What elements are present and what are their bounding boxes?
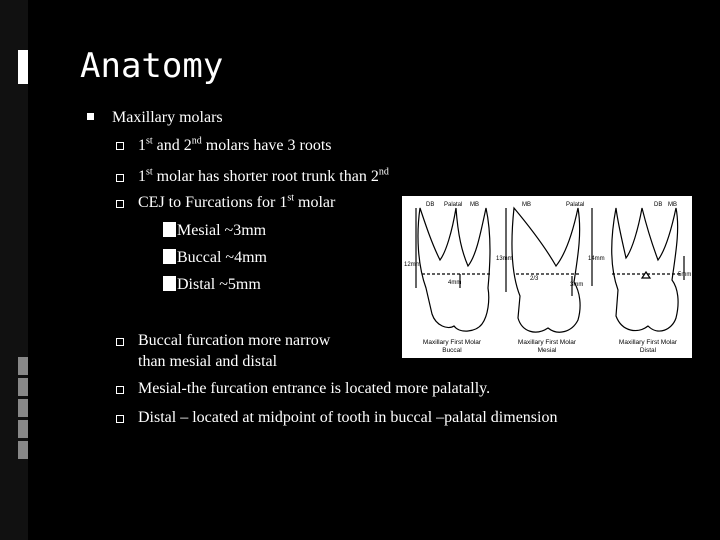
accent-bar	[18, 399, 28, 417]
sub-bullet-buccal-furcation: Buccal furcation more narrow	[138, 332, 331, 349]
sub-bullet-cej-furcations: CEJ to Furcations for 1st molar	[138, 192, 336, 211]
bullet-maxillary-molars: Maxillary molars	[112, 109, 223, 126]
bullet-icon	[116, 338, 124, 346]
bullet-icon	[116, 415, 124, 423]
sub-bullet-buccal-furcation-cont: than mesial and distal	[138, 353, 278, 370]
triangle-marker-icon	[642, 272, 650, 278]
buccal-tooth-outline	[418, 208, 490, 331]
placeholder-glyph-icon	[163, 222, 176, 237]
mesial-tooth-outline	[512, 208, 580, 332]
placeholder-glyph-icon	[163, 249, 176, 264]
measure-mesial: Mesial ~3mm	[163, 222, 266, 240]
label-mb: MB	[470, 202, 479, 208]
accent-bar	[18, 50, 28, 84]
caption-title: Maxillary First Molar	[618, 339, 678, 346]
caption-view: Buccal	[442, 347, 462, 354]
bullet-icon	[116, 386, 124, 394]
measure-4mm: 4mm	[448, 280, 462, 286]
label-db: DB	[426, 202, 435, 208]
measure-13mm: 13mm	[496, 256, 513, 262]
sub-bullet-three-roots: 1st and 2nd molars have 3 roots	[138, 135, 332, 154]
label-mb: MB	[668, 202, 677, 208]
sub-bullet-mesial-entrance: Mesial-the furcation entrance is located more palatally.	[138, 380, 491, 397]
molar-diagram	[402, 196, 692, 358]
bullet-icon	[116, 200, 124, 208]
bullet-icon	[116, 142, 124, 150]
label-palatal: Palatal	[566, 202, 585, 208]
sub-bullet-root-trunk: 1st molar has shorter root trunk than 2nd	[138, 166, 389, 185]
measure-14mm: 14mm	[588, 256, 605, 262]
slide-title: Anatomy	[80, 46, 224, 86]
label-mb: MB	[522, 202, 531, 208]
measure-3mm: 3mm	[570, 282, 584, 288]
placeholder-glyph-icon	[163, 276, 176, 291]
label-palatal: Palatal	[444, 202, 463, 208]
distal-tooth-outline	[612, 208, 678, 331]
caption-title: Maxillary First Molar	[517, 339, 577, 346]
label-db: DB	[654, 202, 663, 208]
measure-5mm: 5mm	[678, 272, 692, 278]
caption-title: Maxillary First Molar	[422, 339, 482, 346]
measure-two-thirds: 2/3	[530, 276, 539, 282]
measure-12mm: 12mm	[404, 262, 421, 268]
accent-bar	[18, 378, 28, 396]
accent-bar	[18, 441, 28, 459]
measure-distal: Distal ~5mm	[163, 276, 261, 294]
accent-bar	[18, 357, 28, 375]
sub-bullet-distal-location: Distal – located at midpoint of tooth in buccal –palatal dimension	[138, 409, 558, 426]
caption-view: Distal	[639, 347, 657, 354]
tooth-diagram-figure	[402, 196, 692, 358]
bullet-icon	[87, 113, 94, 120]
bullet-icon	[116, 174, 124, 182]
caption-view: Mesial	[537, 347, 557, 354]
measure-buccal: Buccal ~4mm	[163, 249, 267, 267]
accent-bar	[18, 420, 28, 438]
